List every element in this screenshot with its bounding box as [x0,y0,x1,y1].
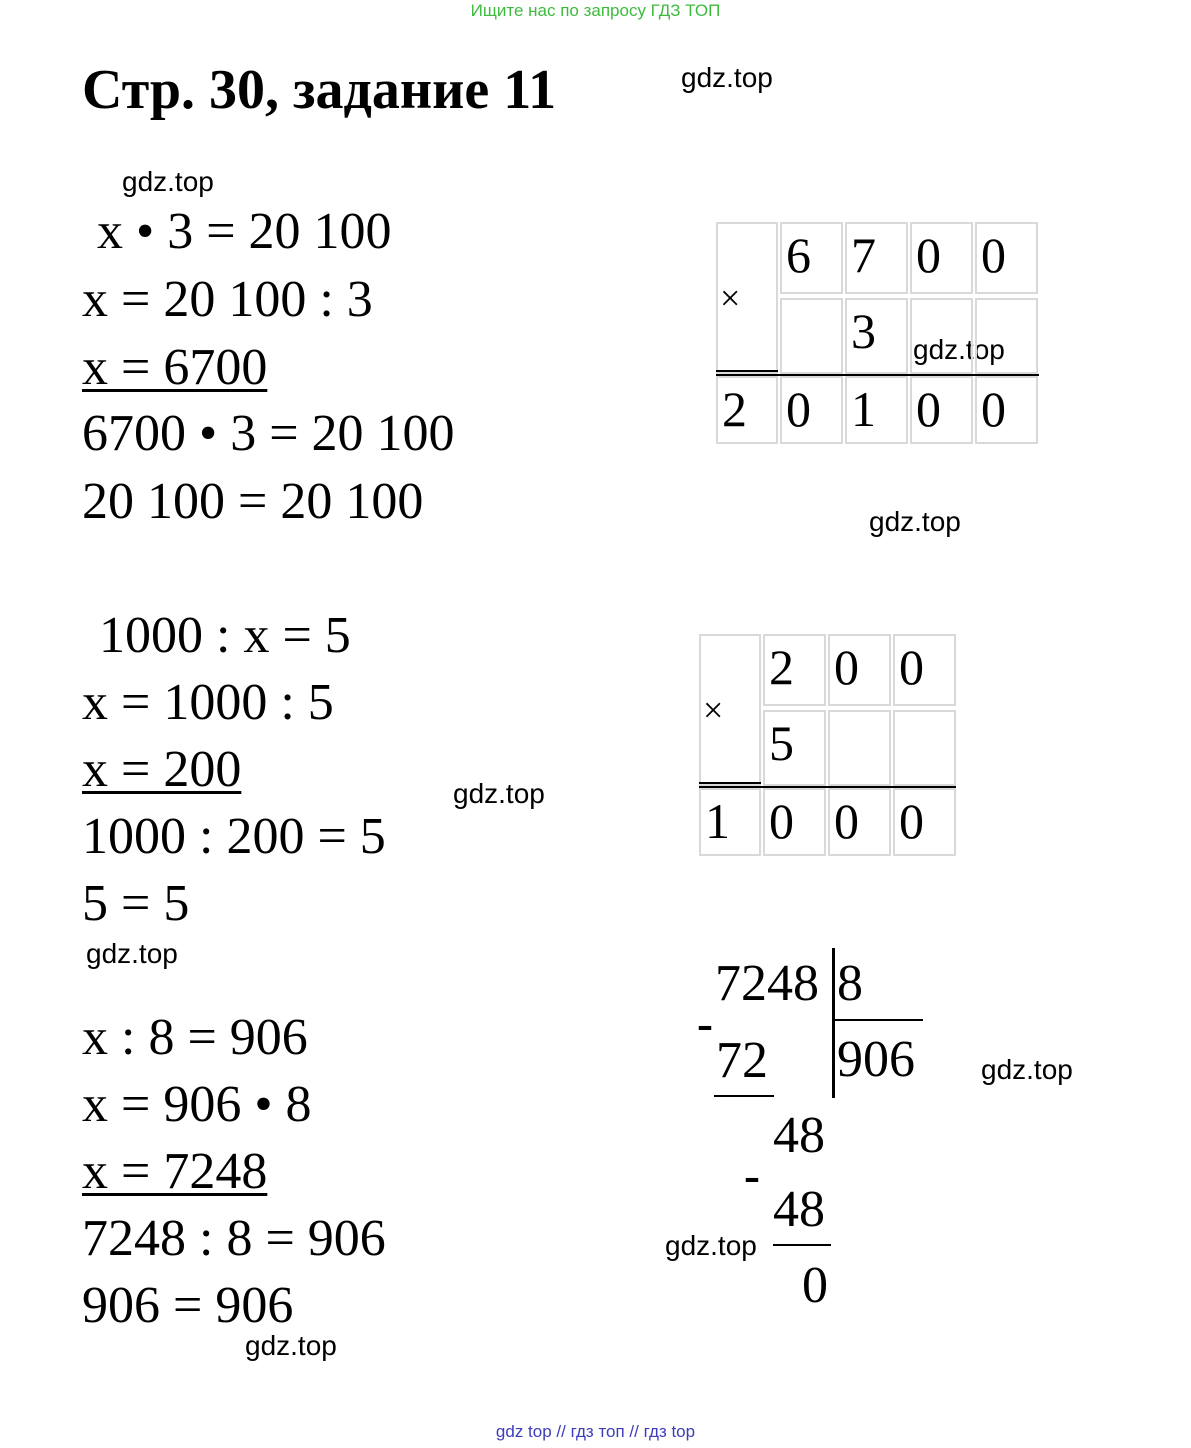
minus-sign: - [697,997,713,1050]
page-title: Стр. 30, задание 11 [82,59,557,121]
equation-answer: x = 200 [82,741,242,798]
digit-cell: 1 [845,376,908,444]
equation-line: x = 1000 : 5 [82,674,334,731]
equation-check-result: 906 = 906 [82,1277,294,1334]
digit-cell [828,710,891,786]
watermark: gdz.top [453,778,545,809]
equation-line: x : 8 = 906 [82,1009,308,1066]
digit-cell: 0 [893,788,956,856]
equation-line: 1000 : x = 5 [99,607,351,664]
subtract-rule [773,1244,831,1246]
digit-cell: 3 [845,298,908,374]
equation-line: x • 3 = 20 100 [97,203,392,260]
equation-check-result: 5 = 5 [82,875,190,932]
division-bar [832,948,835,1098]
digit-cell [780,298,843,374]
equation-check: 7248 : 8 = 906 [82,1210,386,1267]
equation-answer: x = 7248 [82,1143,268,1200]
digit-cell: 2 [716,376,778,444]
minus-sign: - [744,1149,760,1202]
equation-check: 6700 • 3 = 20 100 [82,405,455,462]
digit-cell: 0 [763,788,826,856]
watermark: gdz.top [681,62,773,93]
dividend: 7248 [715,955,819,1012]
digit-cell: 2 [763,634,826,706]
digit-cell: 1 [699,788,761,856]
equation-check: 1000 : 200 = 5 [82,808,386,865]
digit-cell [893,710,956,786]
digit-cell: 0 [910,376,973,444]
divisor-rule [835,1019,923,1021]
watermark: gdz.top [869,506,961,537]
watermark: gdz.top [86,938,178,969]
subtract-rule [714,1095,774,1097]
digit-cell [975,298,1038,374]
divisor: 8 [837,955,863,1012]
digit-cell: 5 [763,710,826,786]
subtrahend: 72 [716,1032,768,1089]
footer-links[interactable]: gdz top // гдз топ // гдз top [495,1422,696,1441]
equation-check-result: 20 100 = 20 100 [82,473,424,530]
digit-cell: 0 [828,634,891,706]
digit-cell: 0 [910,222,973,294]
watermark: gdz.top [913,334,1005,365]
remainder: 0 [802,1257,828,1314]
equation-line: x = 906 • 8 [82,1076,312,1133]
digit-cell [910,298,973,374]
watermark: gdz.top [981,1054,1073,1085]
multiply-sign: × [703,690,724,730]
multiply-sign: × [720,278,741,318]
watermark: gdz.top [245,1330,337,1361]
watermark: gdz.top [665,1230,757,1261]
digit-cell: 0 [975,376,1038,444]
equation-answer: x = 6700 [82,339,268,396]
digit-cell: 0 [780,376,843,444]
digit-cell: 0 [828,788,891,856]
digit-cell: 6 [780,222,843,294]
quotient: 906 [837,1031,915,1088]
search-hint[interactable]: Ищите нас по запросу ГДЗ ТОП [470,1,721,20]
digit-cell: 0 [893,634,956,706]
partial-remainder: 48 [773,1107,825,1164]
digit-cell: 7 [845,222,908,294]
subtrahend: 48 [773,1181,825,1238]
equation-line: x = 20 100 : 3 [82,271,373,328]
watermark: gdz.top [122,166,214,197]
digit-cell: 0 [975,222,1038,294]
